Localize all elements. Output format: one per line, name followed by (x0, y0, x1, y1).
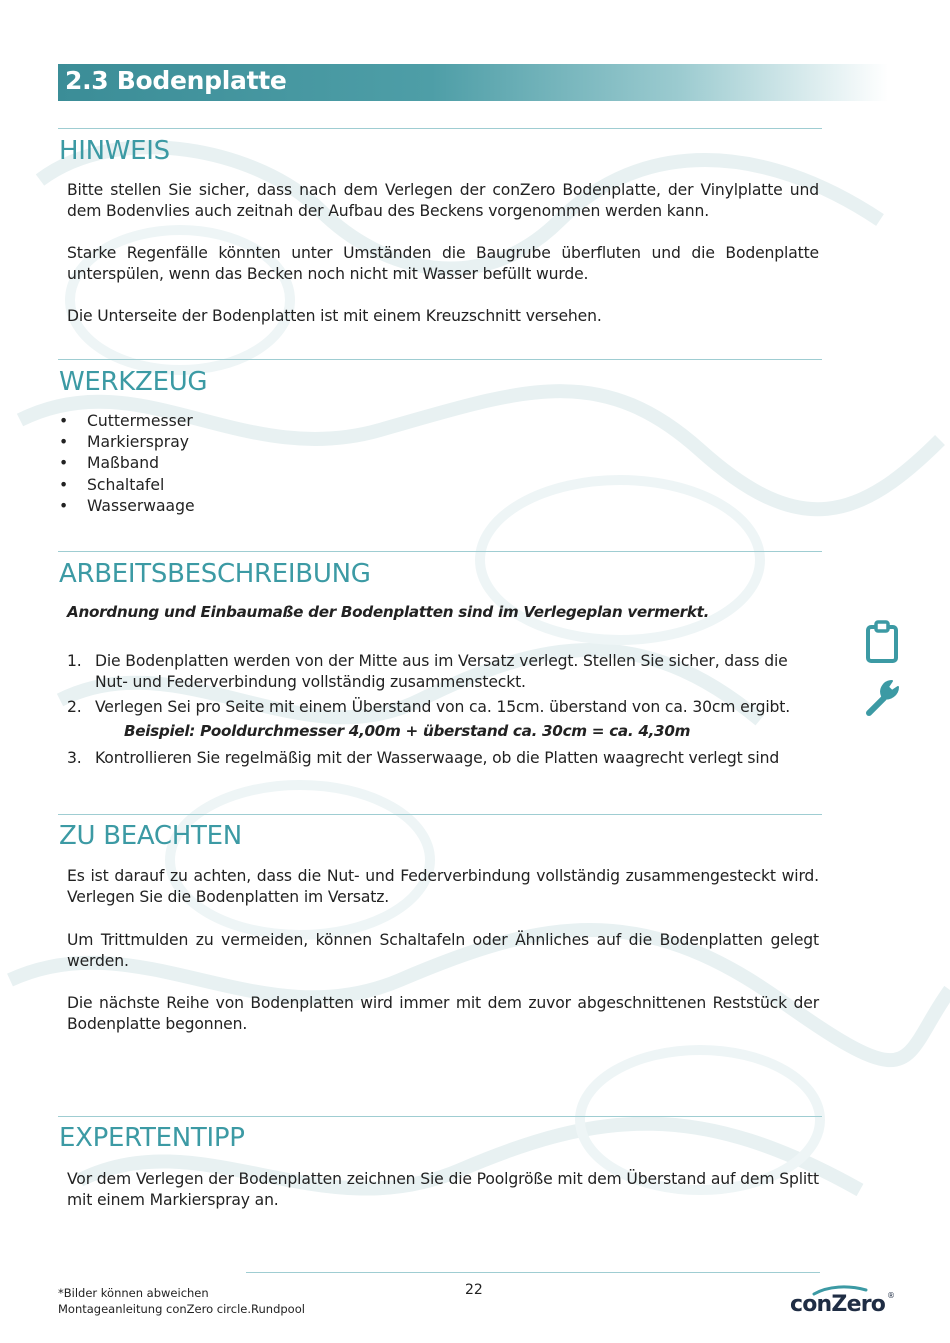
section-divider (58, 128, 822, 129)
step-text: Verlegen Sei pro Seite mit einem Überstand von ca. 15cm. überstand von ca. 30cm ergibt. (95, 698, 791, 716)
step-number: 3. (67, 749, 82, 767)
footer-notes (58, 1285, 305, 1317)
footer-divider (246, 1272, 820, 1273)
tool-item-label: Wasserwaage (87, 496, 195, 515)
hinweis-paragraph-1: Bitte stellen Sie sicher, dass nach dem Verlegen der conZero Bodenplatte, der Vinylplatte und dem Bodenvlies auch zeitnah der Aufbau des Beckens vorgenommen werden kann. (67, 181, 819, 220)
section-title-bar (58, 64, 888, 101)
heading-werkzeug: WERKZEUG (59, 367, 208, 397)
step-text: Kontrollieren Sie regelmäßig mit der Wasserwaage, ob die Platten waagrecht verlegt sind (95, 749, 780, 767)
beachten-paragraph-3: Die nächste Reihe von Bodenplatten wird immer mit dem zuvor abgeschnittenen Reststück der Bodenplatte begonnen. (67, 994, 819, 1033)
page-title: 2.3 Bodenplatte (65, 66, 287, 95)
list-item (59, 453, 195, 474)
heading-arbeitsbeschreibung: ARBEITSBESCHREIBUNG (59, 559, 371, 589)
list-item (59, 411, 195, 432)
footnote-disclaimer: *Bilder können abweichen (58, 1286, 209, 1300)
step-item (67, 697, 819, 718)
step-example: Beispiel: Pooldurchmesser 4,00m + überstand ca. 30cm = ca. 4,30m (124, 722, 691, 740)
work-description-lead: Anordnung und Einbaumaße der Bodenplatten sind im Verlegeplan vermerkt. (67, 603, 710, 621)
bullet-icon: • (59, 412, 69, 430)
tool-item-label: Markierspray (87, 433, 190, 452)
list-item (59, 475, 195, 496)
section-divider (58, 359, 822, 360)
heading-expertentipp: EXPERTENTIPP (59, 1123, 245, 1153)
tool-list (59, 411, 195, 517)
list-item (59, 432, 195, 453)
step-text: Die Bodenplatten werden von der Mitte aus im Versatz verlegt. Stellen Sie sicher, dass die Nut- und Federverbindung vollständig zusammensteckt. (95, 652, 788, 691)
tool-item-label: Schaltafel (87, 475, 165, 494)
section-divider (58, 1116, 822, 1117)
list-item (59, 496, 195, 517)
bullet-icon: • (59, 475, 69, 494)
clipboard-icon (864, 620, 900, 664)
brand-logo (790, 1284, 900, 1320)
tool-item-label: Maßband (87, 454, 160, 473)
bullet-icon: • (59, 433, 69, 452)
hinweis-paragraph-2: Starke Regenfälle könnten unter Umständen die Baugrube überfluten und die Bodenplatte unterspülen, wenn das Becken noch nicht mit Wasser befüllt wurde. (67, 244, 819, 283)
tool-item-label: Cuttermesser (87, 412, 193, 430)
section-divider (58, 814, 822, 815)
step-number: 2. (67, 698, 82, 716)
logo-wordmark: conZero (790, 1292, 886, 1317)
bullet-icon: • (59, 496, 69, 515)
bullet-icon: • (59, 454, 69, 473)
wrench-icon (862, 676, 904, 718)
step-number: 1. (67, 652, 82, 670)
footer-document-title: Montageanleitung conZero circle.Rundpool (58, 1302, 305, 1316)
hinweis-paragraph-3: Die Unterseite der Bodenplatten ist mit einem Kreuzschnitt versehen. (67, 307, 602, 325)
expertentipp-paragraph: Vor dem Verlegen der Bodenplatten zeichnen Sie die Poolgröße mit dem Überstand auf dem Splitt mit einem Markierspray an. (67, 1170, 819, 1209)
step-item (67, 748, 819, 769)
page-number: 22 (465, 1282, 483, 1298)
section-divider (58, 551, 822, 552)
step-item (67, 651, 819, 693)
heading-hinweis: HINWEIS (59, 136, 170, 166)
heading-zu-beachten: ZU BEACHTEN (59, 821, 242, 851)
beachten-paragraph-1: Es ist darauf zu achten, dass die Nut- und Federverbindung vollständig zusammengesteckt wird. Verlegen Sie die Bodenplatten im Versatz. (67, 867, 819, 906)
beachten-paragraph-2: Um Trittmulden zu vermeiden, können Schaltafeln oder Ähnliches auf die Bodenplatten gelegt werden. (67, 931, 819, 970)
logo-registered-mark: ® (887, 1291, 895, 1300)
